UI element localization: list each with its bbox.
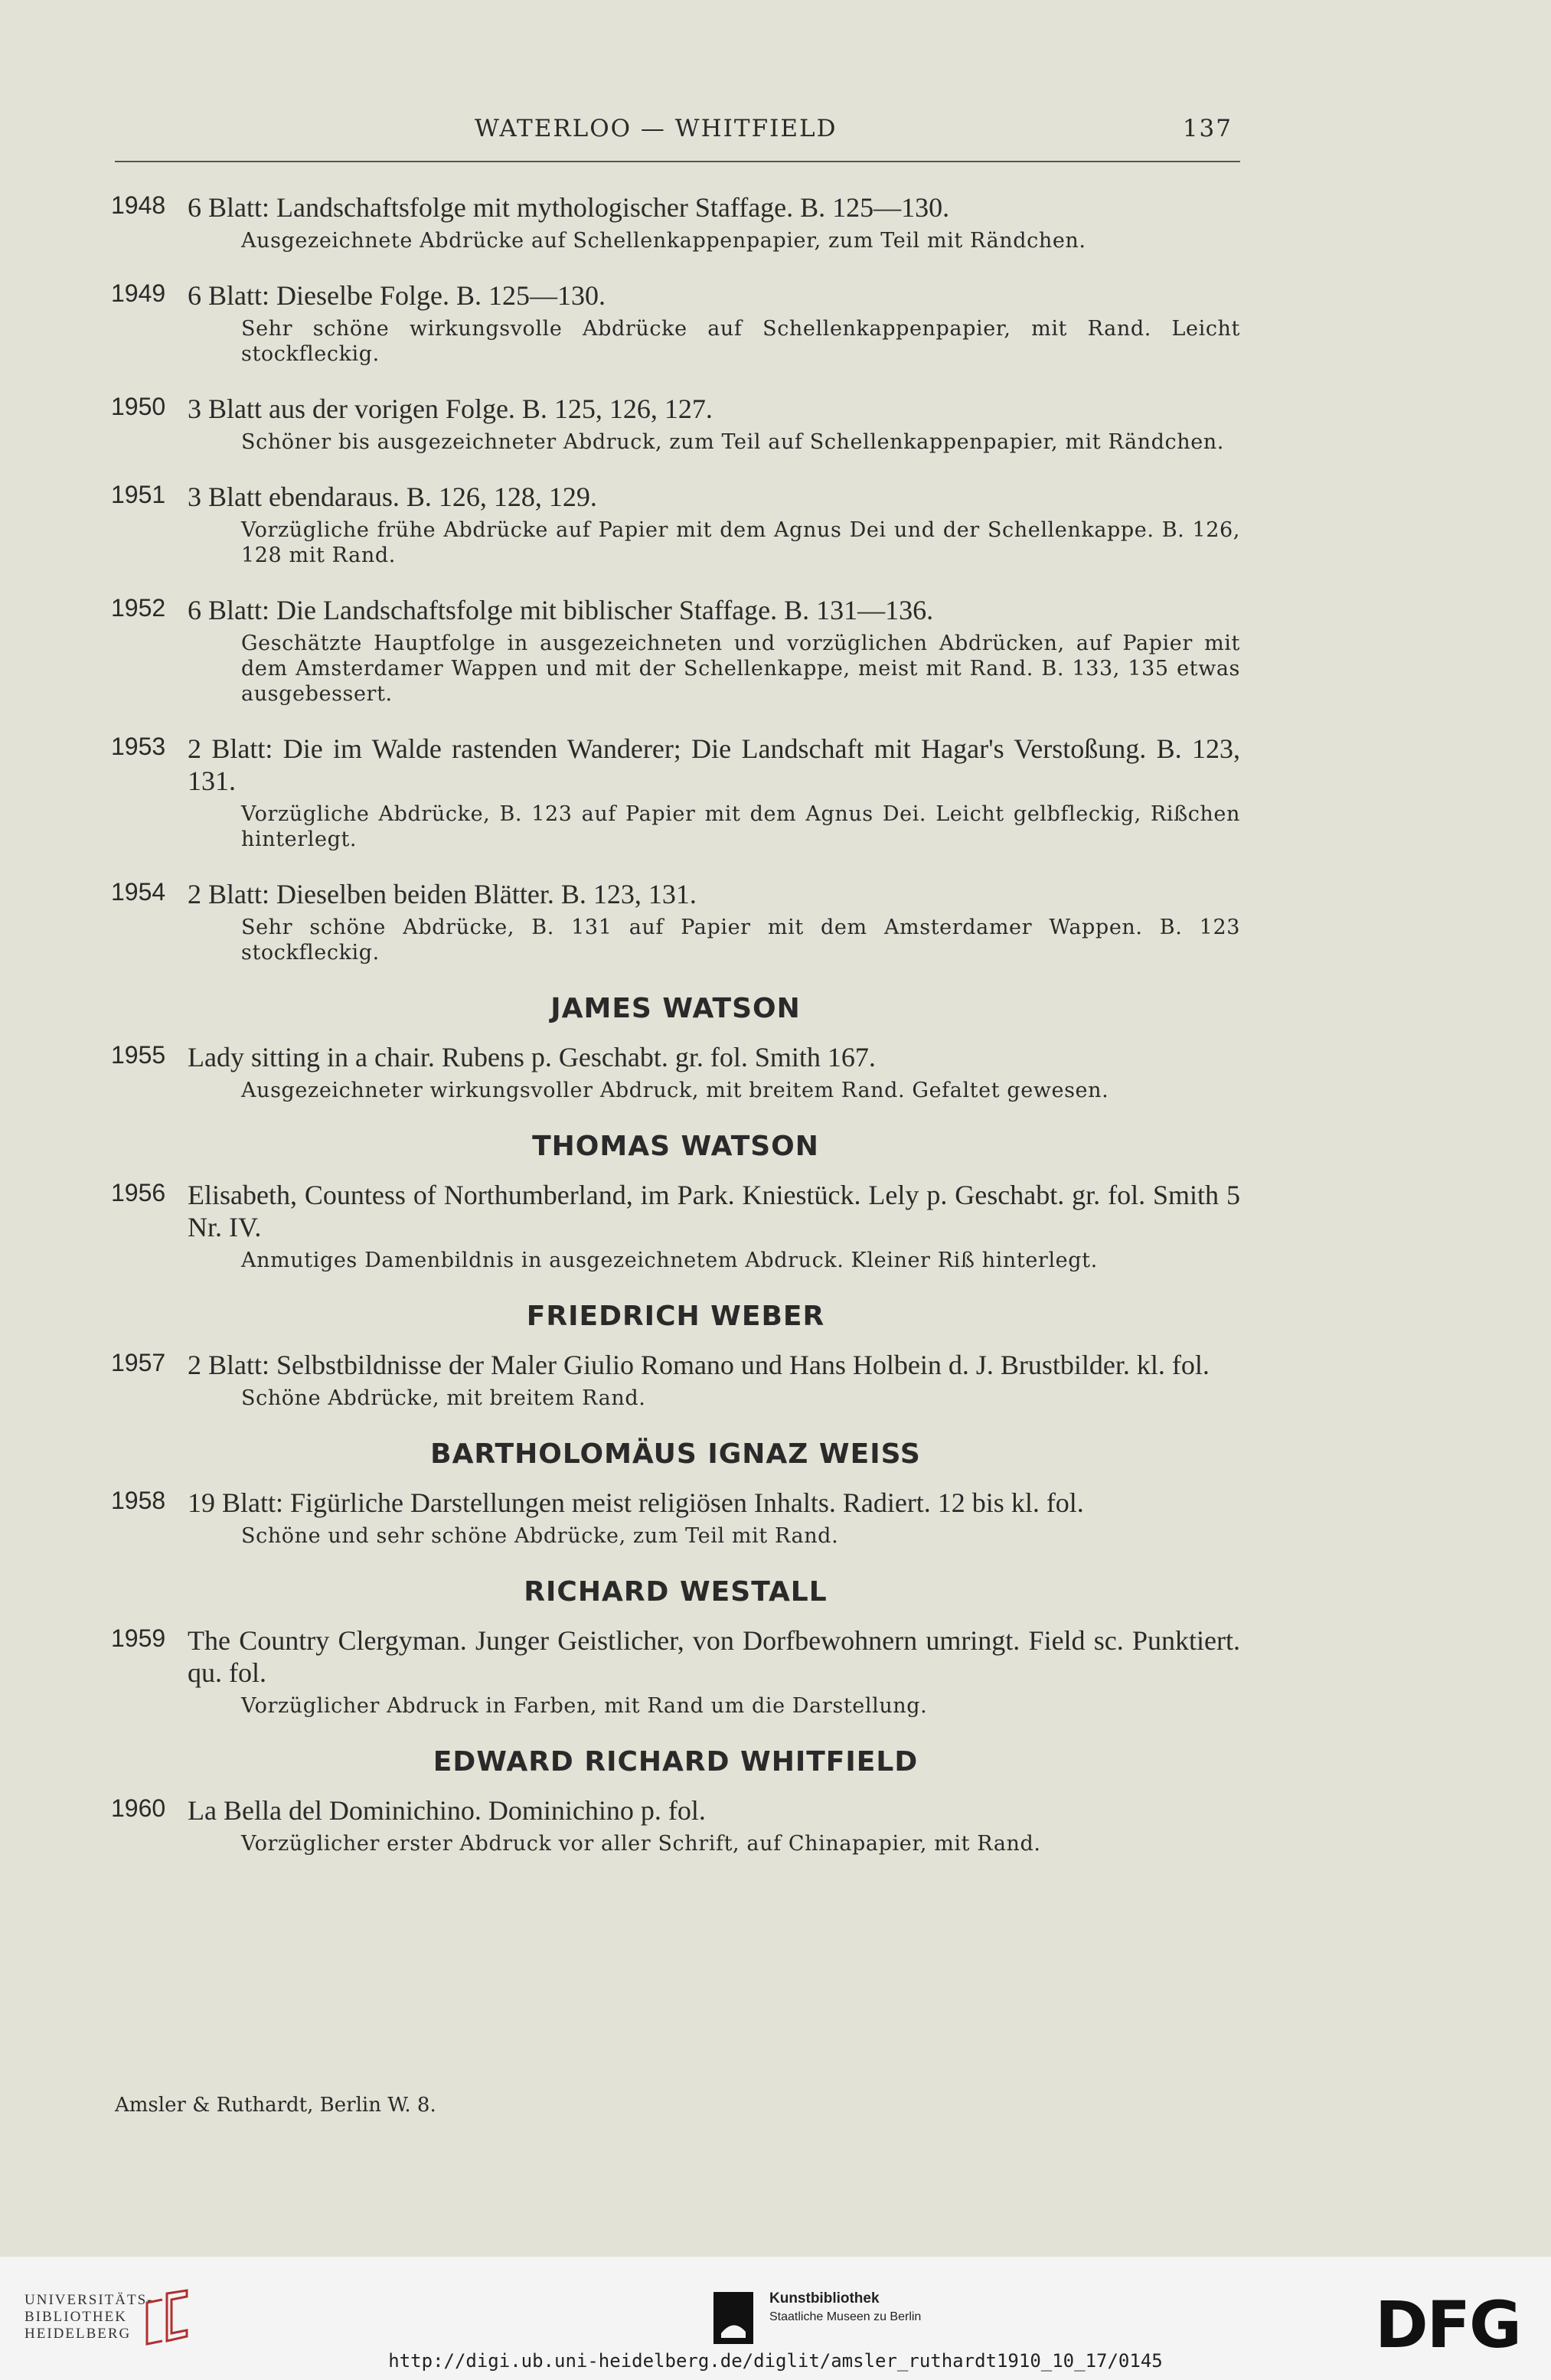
catalog-entry bbox=[111, 1349, 1240, 1411]
entry-description: 2 Blatt: Dieselben beiden Blätter. B. 123, 131. bbox=[188, 879, 697, 909]
entry-condition-note: Ausgezeichnete Abdrücke auf Schellenkappenpapier, zum Teil mit Rändchen. bbox=[241, 229, 1086, 253]
artist-sections bbox=[111, 993, 1240, 1856]
entry-description: 6 Blatt: Die Landschaftsfolge mit biblischer Staffage. B. 131—136. bbox=[188, 595, 934, 625]
entry-condition-note: Vorzüglicher Abdruck in Farben, mit Rand um die Darstellung. bbox=[241, 1694, 928, 1718]
entry-condition-note: Schöne Abdrücke, mit breitem Rand. bbox=[241, 1386, 646, 1410]
artist-heading: FRIEDRICH WEBER bbox=[526, 1301, 825, 1332]
university-logo-icon bbox=[144, 2289, 190, 2349]
catalog-entry bbox=[111, 1487, 1240, 1549]
entry-description: 19 Blatt: Figürliche Darstellungen meist religiösen Inhalts. Radiert. 12 bis kl. fol. bbox=[188, 1487, 1084, 1518]
entry-description: La Bella del Dominichino. Dominichino p. fol. bbox=[188, 1795, 706, 1826]
entry-description: Lady sitting in a chair. Rubens p. Geschabt. gr. fol. Smith 167. bbox=[188, 1042, 876, 1072]
entry-number: 1955 bbox=[111, 1041, 166, 1069]
artist-heading: JAMES WATSON bbox=[550, 993, 801, 1024]
entry-number: 1951 bbox=[111, 481, 166, 508]
artist-heading: BARTHOLOMÄUS IGNAZ WEISS bbox=[430, 1438, 921, 1470]
header-title: WATERLOO — WHITFIELD bbox=[475, 115, 838, 142]
entry-number: 1957 bbox=[111, 1349, 166, 1376]
entry-condition-note: Schöner bis ausgezeichneter Abdruck, zum Teil auf Schellenkappenpapier, mit Rändchen. bbox=[241, 430, 1224, 454]
entry-condition-note: Schöne und sehr schöne Abdrücke, zum Teil mit Rand. bbox=[241, 1524, 839, 1548]
entry-description: 2 Blatt: Die im Walde rastenden Wanderer; Die Landschaft mit Hagar's Verstoßung. B. 123, 131. bbox=[188, 733, 1240, 796]
entry-description: 3 Blatt ebendaraus. B. 126, 128, 129. bbox=[188, 482, 597, 512]
catalog-entry bbox=[111, 481, 1240, 568]
digitization-footer bbox=[0, 2257, 1551, 2380]
entry-number: 1958 bbox=[111, 1487, 166, 1514]
entry-condition-note: Ausgezeichneter wirkungsvoller Abdruck, mit breitem Rand. Gefaltet gewesen. bbox=[241, 1079, 1109, 1102]
entries-group-waterloo bbox=[111, 191, 1240, 965]
catalog-entry bbox=[111, 733, 1240, 852]
catalog-entry bbox=[111, 878, 1240, 965]
entry-description: The Country Clergyman. Junger Geistlicher, von Dorfbewohnern umringt. Field sc. Punktiert. qu. fol. bbox=[188, 1625, 1240, 1688]
entry-number: 1953 bbox=[111, 733, 166, 760]
entry-condition-note: Anmutiges Damenbildnis in ausgezeichnetem Abdruck. Kleiner Riß hinterlegt. bbox=[241, 1249, 1098, 1272]
kunstbibliothek-logo-icon bbox=[710, 2287, 756, 2349]
kunstbibliothek-name: Kunstbibliothek Staatliche Museen zu Berlin bbox=[769, 2290, 922, 2323]
catalog-entry bbox=[111, 191, 1240, 253]
entry-condition-note: Vorzüglicher erster Abdruck vor aller Schrift, auf Chinapapier, mit Rand. bbox=[241, 1832, 1041, 1856]
entry-number: 1954 bbox=[111, 878, 166, 906]
source-url-link[interactable]: http://digi.ub.uni-heidelberg.de/diglit/amsler_ruthardt1910_10_17/0145 bbox=[388, 2350, 1163, 2372]
entry-number: 1950 bbox=[111, 393, 166, 420]
artist-heading: RICHARD WESTALL bbox=[524, 1576, 828, 1608]
catalog-content bbox=[111, 191, 1240, 1882]
artist-heading: THOMAS WATSON bbox=[532, 1131, 819, 1162]
entry-condition-note: Vorzügliche Abdrücke, B. 123 auf Papier mit dem Agnus Dei. Leicht gelbfleckig, Rißchen hinterlegt. bbox=[241, 802, 1240, 851]
entry-number: 1959 bbox=[111, 1624, 166, 1652]
entry-number: 1960 bbox=[111, 1794, 166, 1822]
entry-condition-note: Sehr schöne wirkungsvolle Abdrücke auf Schellenkappenpapier, mit Rand. Leicht stockfleckig. bbox=[241, 317, 1240, 366]
entry-condition-note: Sehr schöne Abdrücke, B. 131 auf Papier mit dem Amsterdamer Wappen. B. 123 stockfleckig. bbox=[241, 916, 1240, 965]
entry-number: 1949 bbox=[111, 279, 166, 307]
catalog-entry bbox=[111, 393, 1240, 455]
catalog-entry bbox=[111, 1041, 1240, 1103]
entry-description: 3 Blatt aus der vorigen Folge. B. 125, 126, 127. bbox=[188, 393, 713, 424]
dfg-logo: DFG bbox=[1374, 2287, 1520, 2362]
catalog-entry bbox=[111, 1179, 1240, 1273]
page-number: 137 bbox=[1182, 115, 1233, 142]
catalog-entry bbox=[111, 1624, 1240, 1719]
catalog-entry bbox=[111, 594, 1240, 707]
catalog-entry bbox=[111, 1794, 1240, 1856]
entry-number: 1956 bbox=[111, 1179, 166, 1206]
entry-number: 1952 bbox=[111, 594, 166, 622]
entry-description: 2 Blatt: Selbstbildnisse der Maler Giulio Romano und Hans Holbein d. J. Brustbilder. kl. fol. bbox=[188, 1350, 1210, 1380]
running-header bbox=[115, 115, 1240, 162]
entry-condition-note: Geschätzte Hauptfolge in ausgezeichneten und vorzüglichen Abdrücken, auf Papier mit dem Amsterdamer Wappen und mit der Schellenkappe, meist mit Rand. B. 133, 135 etwas ausgebessert. bbox=[241, 632, 1240, 706]
entry-number: 1948 bbox=[111, 191, 166, 219]
entry-description: 6 Blatt: Landschaftsfolge mit mythologischer Staffage. B. 125—130. bbox=[188, 192, 950, 223]
entry-description: 6 Blatt: Dieselbe Folge. B. 125—130. bbox=[188, 280, 606, 311]
university-library-name: UNIVERSITÄTS- BIBLIOTHEK HEIDELBERG bbox=[24, 2292, 154, 2342]
catalog-entry bbox=[111, 279, 1240, 367]
entry-description: Elisabeth, Countess of Northumberland, im Park. Kniestück. Lely p. Geschabt. gr. fol. Smith 5 Nr. IV. bbox=[188, 1180, 1240, 1242]
entry-condition-note: Vorzügliche frühe Abdrücke auf Papier mit dem Agnus Dei und der Schellenkappe. B. 126, 128 mit Rand. bbox=[241, 518, 1240, 567]
artist-heading: EDWARD RICHARD WHITFIELD bbox=[433, 1746, 919, 1778]
printer-imprint: Amsler & Ruthardt, Berlin W. 8. bbox=[115, 2094, 436, 2117]
